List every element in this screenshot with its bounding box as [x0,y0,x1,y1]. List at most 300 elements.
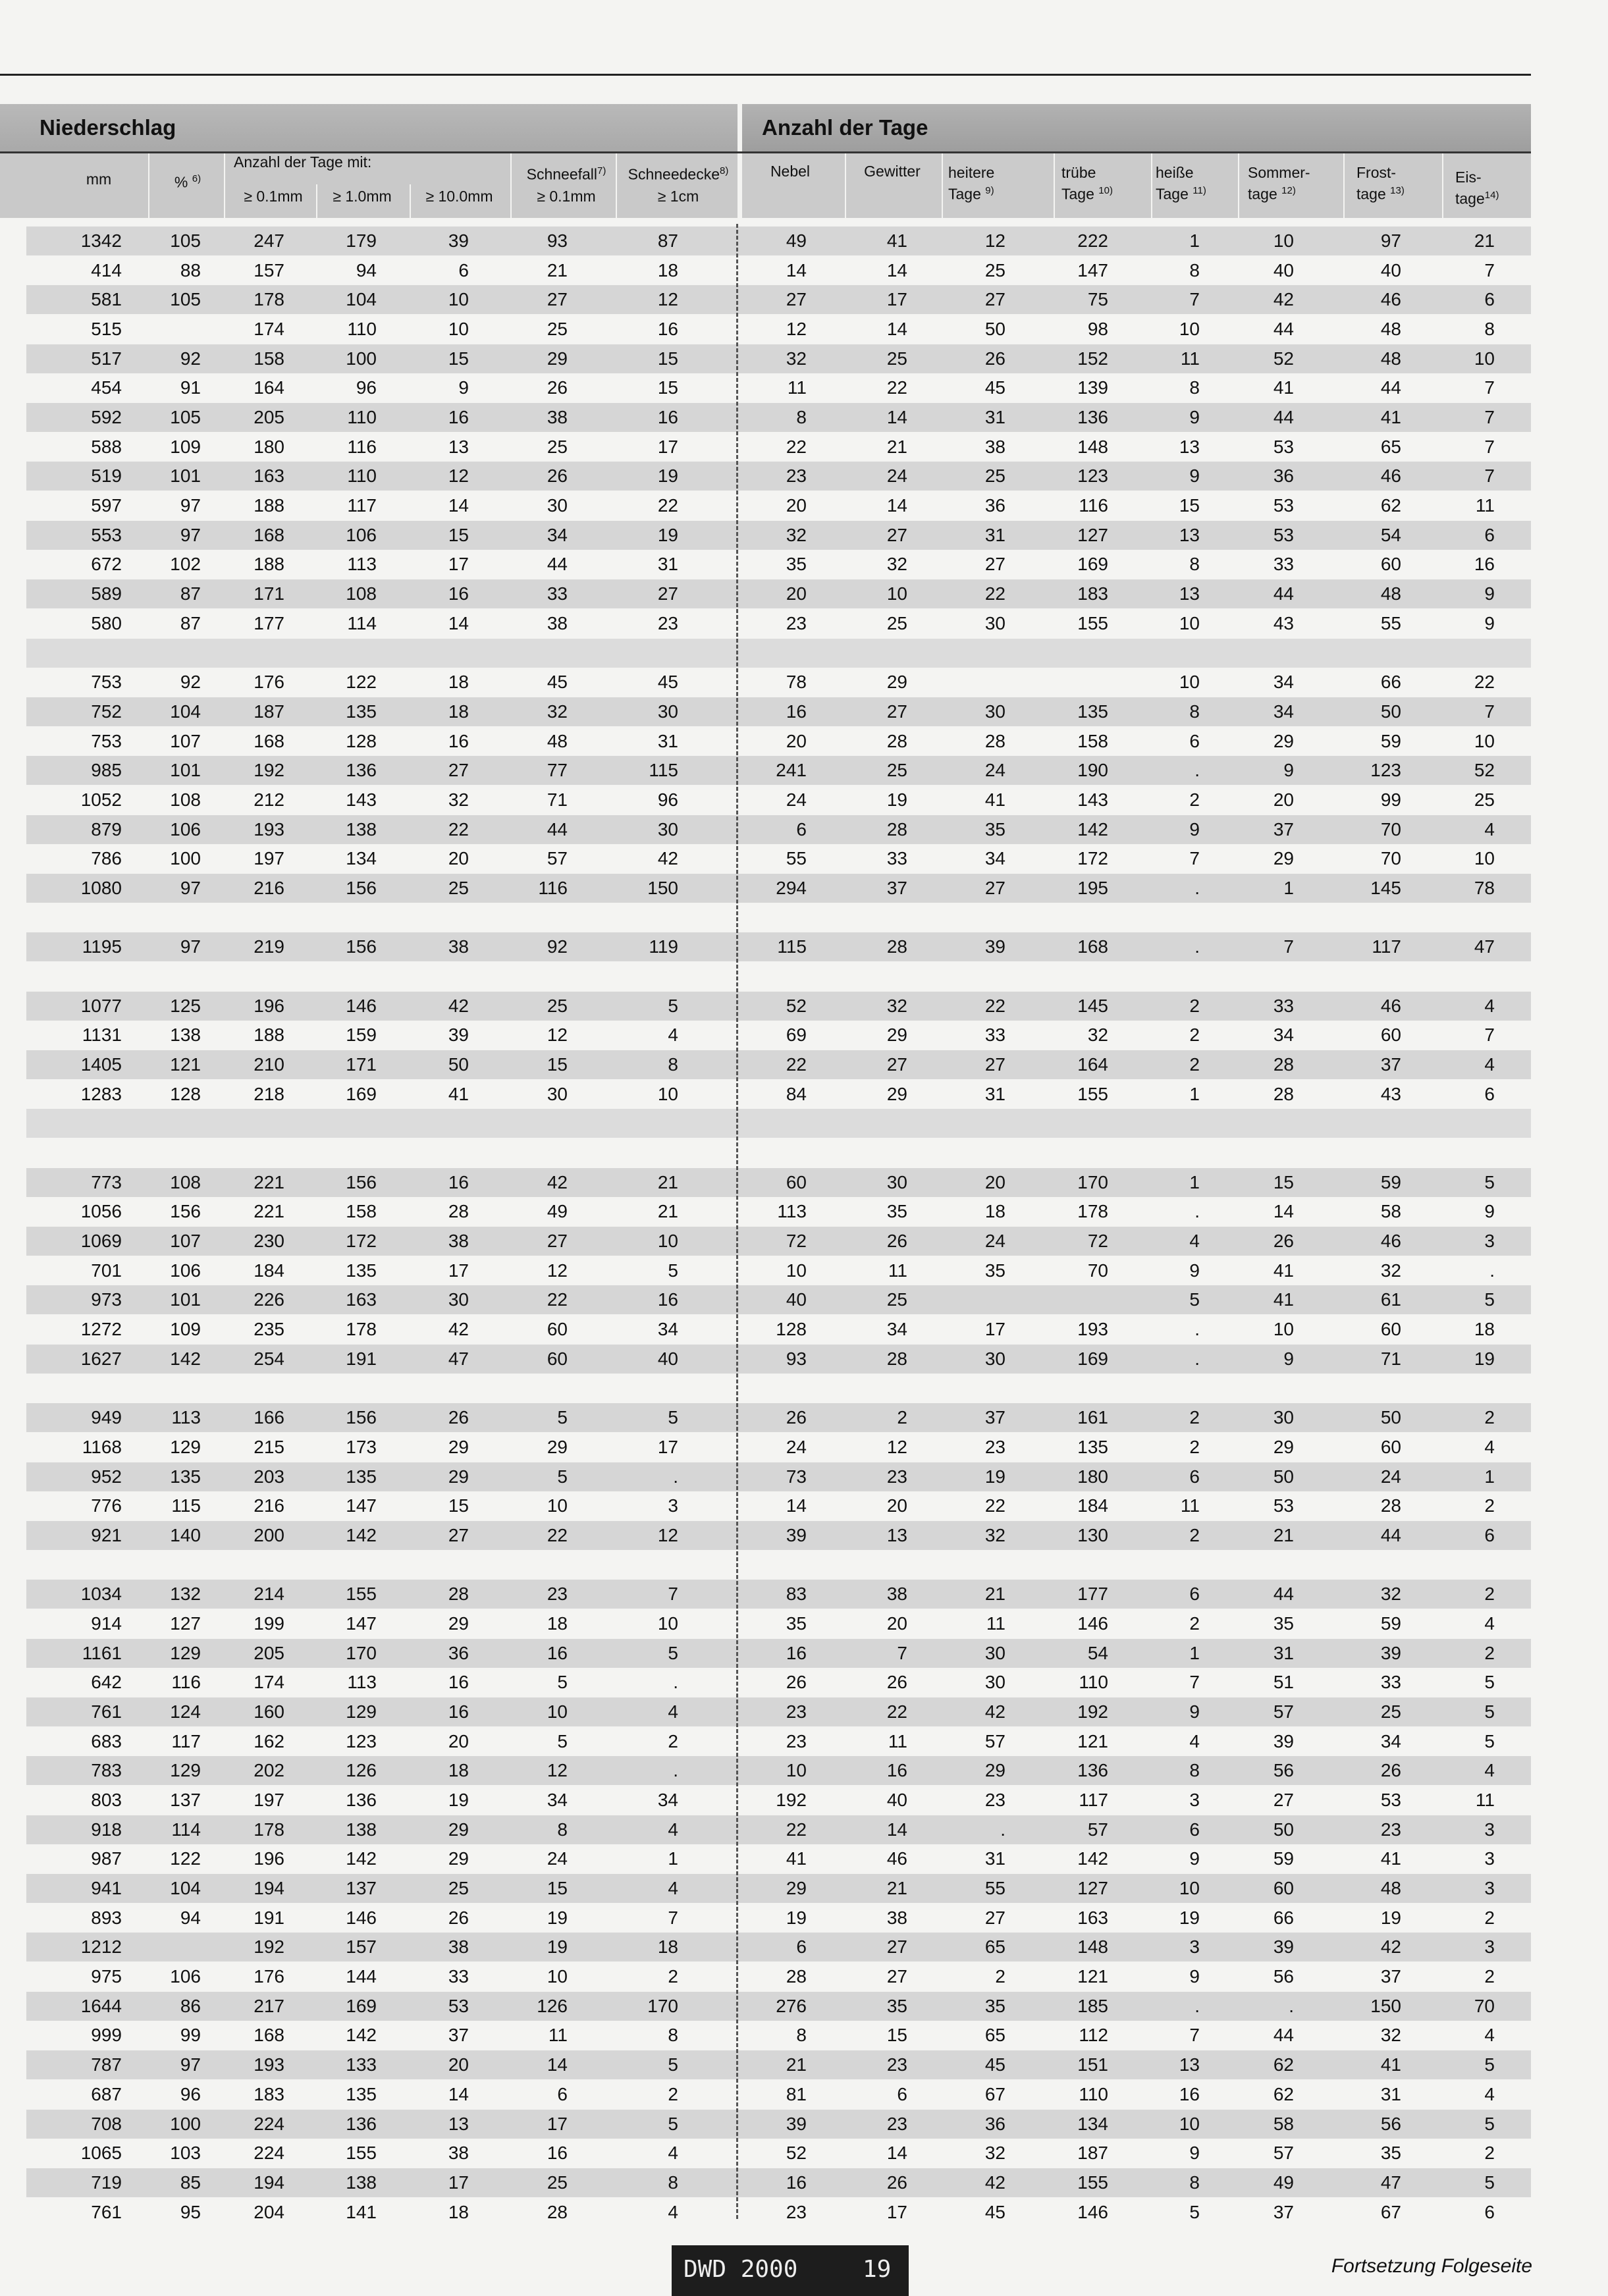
table-cell: 15 [547,1878,568,1899]
table-row [26,256,1531,285]
table-cell: 12 [984,230,1005,251]
table-cell: 32 [448,789,469,810]
table-cell: 44 [1273,319,1294,340]
table-cell: 107 [170,730,201,751]
table-cell: 55 [786,848,807,869]
table-cell: 27 [886,1054,907,1075]
table-cell: 17 [657,1436,678,1457]
table-cell: 18 [657,1936,678,1958]
table-cell: 1627 [80,1348,122,1369]
table-cell: 46 [1380,289,1401,310]
table-cell: 146 [346,995,377,1016]
table-cell: 116 [538,877,568,898]
table-row [26,844,1531,873]
table-cell: 5 [1484,2054,1495,2075]
table-cell: 62 [1380,495,1401,516]
table-cell: 16 [786,1642,807,1663]
table-cell: 104 [170,1878,201,1899]
table-row [26,1844,1531,1873]
table-cell: 67 [984,2083,1005,2104]
table-cell: 155 [1077,1083,1108,1104]
table-cell: 672 [91,554,122,575]
table-cell: 148 [1077,436,1108,457]
table-cell: 117 [171,1730,201,1751]
table-row [26,2050,1531,2079]
table-cell: 6 [1484,1524,1495,1545]
table-cell: 142 [346,2025,377,2046]
table-cell: 20 [984,1171,1005,1192]
table-cell: 1 [1189,1083,1200,1104]
table-cell: 16 [786,701,807,722]
table-cell: 19 [657,466,678,487]
table-cell: 41 [1273,1289,1294,1310]
table-cell: 44 [1273,2025,1294,2046]
col-snowfall-val: ≥ 0.1mm [537,188,596,205]
table-cell: 88 [180,259,201,280]
table-cell: 123 [1077,466,1108,487]
table-cell: 66 [1380,672,1401,693]
table-cell: 11 [1180,348,1200,369]
table-cell: 102 [170,554,201,575]
table-cell: 12 [448,466,469,487]
table-cell: 66 [1273,1907,1294,1928]
table-cell: 67 [1380,2201,1401,2222]
table-cell: 35 [886,1201,907,1222]
col-snowcover [619,162,737,184]
table-cell: 38 [448,936,469,957]
table-cell: 4 [1484,2083,1495,2104]
table-cell: 52 [1273,348,1294,369]
table-cell: 4 [1484,2025,1495,2046]
table-cell: 75 [1087,289,1108,310]
table-cell: 60 [1380,1319,1401,1340]
table-cell: 221 [254,1201,284,1222]
table-cell: 110 [347,319,377,340]
table-cell: 114 [171,1819,201,1840]
table-cell: 42 [984,1701,1005,1722]
table-cell: 952 [91,1466,122,1487]
table-cell: 50 [1380,701,1401,722]
table-cell: 192 [1077,1701,1108,1722]
sep [1442,153,1443,218]
table-cell: 44 [1273,407,1294,428]
table-cell: 138 [346,818,377,840]
table-cell: 12 [547,1760,568,1781]
table-cell: 9 [1283,1348,1294,1369]
table-row [26,932,1531,961]
table-cell: 14 [448,2083,469,2104]
col-days-with: Anzahl der Tage mit: [234,153,372,171]
table-cell: 130 [1077,1524,1108,1545]
col-heitere-2: Tage [948,185,981,203]
table-cell: 16 [448,1171,469,1192]
table-cell: 155 [1077,612,1108,633]
table-cell: 44 [1380,1524,1401,1545]
table-cell: 2 [1189,1436,1200,1457]
table-cell: 15 [657,377,678,398]
table-cell: 783 [91,1760,122,1781]
table-cell: 8 [1189,701,1200,722]
table-cell: 34 [547,524,568,545]
table-cell: 27 [984,877,1005,898]
table-cell: 32 [1380,1584,1401,1605]
table-cell: 101 [170,760,201,781]
table-cell: 38 [886,1584,907,1605]
col-eis-sup: 14) [1484,190,1499,201]
table-cell: 177 [1077,1584,1108,1605]
table-cell: 7 [1484,377,1495,398]
table-cell: 15 [1273,1171,1294,1192]
table-cell: 11 [548,2025,568,2046]
table-row [26,1315,1531,1344]
table-cell: 150 [1370,1995,1401,2016]
table-cell: 9 [1189,818,1200,840]
table-cell: 44 [1380,377,1401,398]
table-cell: 27 [547,289,568,310]
table-cell: 2 [668,1730,678,1751]
table-cell: 47 [1380,2172,1401,2193]
table-row [26,1697,1531,1726]
table-cell: 200 [254,1524,284,1545]
table-row [26,1815,1531,1844]
table-cell: 97 [180,524,201,545]
table-cell: 128 [776,1319,807,1340]
table-cell: 169 [1077,554,1108,575]
table-cell: 212 [254,789,284,810]
table-cell: 753 [91,672,122,693]
table-cell: 29 [448,1613,469,1634]
table-cell: 172 [346,1231,377,1252]
table-cell: 987 [91,1848,122,1869]
table-cell: 708 [91,2113,122,2134]
table-cell: 2 [995,1966,1005,1987]
table-cell: 5 [557,1730,568,1751]
table-cell: 122 [346,672,377,693]
table-row [26,1668,1531,1697]
table-row [26,2080,1531,2109]
table-cell: 27 [657,583,678,604]
table-cell: 1 [1189,230,1200,251]
table-cell: 156 [346,936,377,957]
table-cell: 9 [1189,1848,1200,1869]
table-cell: 62 [1273,2054,1294,2075]
table-cell: 2 [1189,1407,1200,1428]
table-cell: 39 [1380,1642,1401,1663]
table-cell: 126 [346,1760,377,1781]
table-cell: 35 [984,1995,1005,2016]
table-cell: 191 [346,1348,377,1369]
table-cell: 22 [786,436,807,457]
table-cell: 60 [1380,1436,1401,1457]
table-cell: 14 [886,495,907,516]
table-cell: 16 [1474,554,1495,575]
table-cell: 27 [984,289,1005,310]
table-cell: 16 [886,1760,907,1781]
table-cell: 157 [254,259,284,280]
table-cell: 21 [657,1171,678,1192]
table-cell: 14 [1273,1201,1294,1222]
table-cell: 879 [91,818,122,840]
table-cell: 172 [1077,848,1108,869]
table-cell: 7 [1484,407,1495,428]
table-cell: . [673,1672,678,1693]
col-sommer-2: tage [1248,185,1277,203]
table-cell: 687 [91,2083,122,2104]
table-cell: 20 [448,848,469,869]
table-cell: 46 [1380,995,1401,1016]
table-row [26,1992,1531,2021]
table-cell: 29 [1273,848,1294,869]
table-cell: 21 [1273,1524,1294,1545]
table-cell: 999 [91,2025,122,2046]
table-cell: 1131 [82,1025,122,1046]
table-cell: 28 [886,730,907,751]
table-cell: 16 [547,1642,568,1663]
table-cell: 21 [886,436,907,457]
table-cell: 13 [1179,436,1200,457]
table-cell: 38 [448,2143,469,2164]
table-cell: 168 [254,2025,284,2046]
table-cell: 10 [1179,672,1200,693]
sep [845,153,846,218]
table-cell: 21 [1474,230,1495,251]
table-cell: 5 [1189,2201,1200,2222]
table-cell: 160 [254,1701,284,1722]
table-cell: 126 [537,1995,568,2016]
table-cell: 35 [786,1613,807,1634]
table-cell: 94 [180,1907,201,1928]
table-cell: 2 [1189,1613,1200,1634]
table-cell: 210 [254,1054,284,1075]
table-cell: 121 [1077,1730,1108,1751]
table-cell: 50 [1380,1407,1401,1428]
table-cell: 32 [886,995,907,1016]
col-snowfall-label: Schneefall [526,165,598,183]
table-cell: 787 [91,2054,122,2075]
table-cell: 23 [984,1436,1005,1457]
table-cell: 190 [1077,760,1108,781]
table-cell: 27 [984,1907,1005,1928]
table-cell: 6 [1189,730,1200,751]
table-cell: 34 [547,1790,568,1811]
table-cell: 5 [1484,1730,1495,1751]
col-truebe-1: trübe [1061,164,1096,181]
table-cell: 36 [984,2113,1005,2134]
table-cell: 136 [346,2113,377,2134]
table-cell: 29 [1273,730,1294,751]
table-cell: 31 [657,554,678,575]
table-cell: 4 [1484,1760,1495,1781]
table-cell: 30 [657,818,678,840]
col-truebe-sup: 10) [1098,185,1113,196]
table-cell: 147 [1077,259,1108,280]
table-cell: 143 [346,789,377,810]
table-cell: 20 [448,1730,469,1751]
sep [942,153,943,218]
table-cell: 30 [448,1289,469,1310]
table-cell: 8 [796,407,807,428]
table-cell: 180 [1077,1466,1108,1487]
table-cell: 23 [786,1701,807,1722]
table-cell: 30 [984,1672,1005,1693]
table-cell: 2 [1484,1966,1495,1987]
table-cell: 100 [170,848,201,869]
table-cell: 93 [786,1348,807,1369]
table-row [26,1403,1531,1432]
table-cell: 142 [1077,818,1108,840]
table-cell: 27 [886,524,907,545]
table-cell: 18 [448,701,469,722]
anzahl-tage-title: Anzahl der Tage [762,115,928,140]
table-cell: 8 [1189,1760,1200,1781]
table-cell: 100 [346,348,377,369]
table-row [26,874,1531,903]
table-cell: 719 [91,2172,122,2193]
table-cell: 33 [1273,995,1294,1016]
table-cell: 28 [448,1201,469,1222]
table-cell: 142 [346,1524,377,1545]
table-cell: 41 [1380,2054,1401,2075]
table-cell: 6 [1189,1819,1200,1840]
table-cell: 985 [91,760,122,781]
table-cell: 773 [91,1171,122,1192]
table-cell: 1052 [80,789,122,810]
table-cell: 23 [886,1466,907,1487]
table-cell: 48 [1380,1878,1401,1899]
table-cell: 70 [1087,1260,1108,1281]
table-cell: . [1194,760,1200,781]
table-cell: 2 [668,2083,678,2104]
footer-badge [672,2245,909,2296]
table-cell: 70 [1474,1995,1495,2016]
table-cell: 33 [984,1025,1005,1046]
table-cell: . [1289,1995,1294,2016]
table-cell: 34 [1273,1025,1294,1046]
table-cell: 71 [547,789,568,810]
col-sommer-1: Sommer- [1248,164,1310,181]
table-cell: 38 [448,1231,469,1252]
table-cell: 39 [448,230,469,251]
table-cell: 28 [984,730,1005,751]
table-cell: 1080 [80,877,122,898]
table-cell: 129 [170,1436,201,1457]
table-cell: 106 [346,524,377,545]
table-cell: 46 [1380,466,1401,487]
table-row [26,550,1531,579]
table-cell: 918 [91,1819,122,1840]
table-cell: 9 [1484,583,1495,604]
table-cell: 10 [786,1760,807,1781]
table-cell: 128 [170,1083,201,1104]
table-cell: 100 [170,2113,201,2134]
table-cell: 40 [886,1790,907,1811]
table-cell: 117 [1079,1790,1108,1811]
table-cell: 1 [1189,1642,1200,1663]
table-cell: 125 [170,995,201,1016]
table-cell: 96 [657,789,678,810]
table-cell: 27 [886,701,907,722]
table-cell: 27 [984,1054,1005,1075]
table-cell: 16 [547,2143,568,2164]
table-cell: 156 [346,1407,377,1428]
table-cell: 27 [547,1231,568,1252]
table-cell: 32 [547,701,568,722]
table-cell: 25 [984,259,1005,280]
table-cell: 174 [254,1672,284,1693]
table-cell: 5 [668,1260,678,1281]
table-cell: 14 [786,1495,807,1516]
table-row [26,579,1531,608]
table-cell: 178 [1077,1201,1108,1222]
table-cell: 5 [668,1642,678,1663]
col-heitere [948,163,1031,203]
table-cell: 6 [1484,524,1495,545]
table-cell: 78 [786,672,807,693]
table-cell: 19 [984,1466,1005,1487]
table-cell: 40 [1273,259,1294,280]
table-cell: 29 [984,1760,1005,1781]
table-cell: 10 [1179,612,1200,633]
table-cell: 10 [657,1613,678,1634]
table-cell: 188 [254,554,284,575]
table-cell: 34 [886,1319,907,1340]
table-cell: 108 [170,789,201,810]
table-row [26,2139,1531,2168]
table-cell: 28 [886,1348,907,1369]
table-cell: 116 [171,1672,201,1693]
table-cell: 38 [886,1907,907,1928]
table-cell: 25 [547,995,568,1016]
table-cell: 221 [254,1171,284,1192]
table-cell: 168 [254,730,284,751]
table-cell: 113 [171,1407,201,1428]
table-cell: 16 [448,583,469,604]
table-cell: 50 [984,319,1005,340]
table-cell: 30 [1273,1407,1294,1428]
table-cell: 10 [547,1495,568,1516]
table-cell: 170 [647,1995,678,2016]
table-cell: 44 [1273,1584,1294,1605]
table-row [26,1639,1531,1668]
table-cell: 32 [786,524,807,545]
table-cell: 4 [1484,1054,1495,1075]
table-cell: 121 [1077,1966,1108,1987]
table-cell: 893 [91,1907,122,1928]
table-cell: 28 [547,2201,568,2222]
col-ge10: ≥ 1.0mm [333,188,392,205]
table-row [26,344,1531,373]
table-cell: 32 [786,348,807,369]
table-cell: 14 [886,2143,907,2164]
table-cell: 10 [547,1701,568,1722]
table-cell: 191 [254,1907,284,1928]
table-cell: 14 [448,495,469,516]
table-cell: 29 [547,348,568,369]
table-cell: 8 [1189,2172,1200,2193]
table-cell: 5 [668,1407,678,1428]
table-row [26,1874,1531,1903]
table-cell: 108 [170,1171,201,1192]
table-cell: 761 [91,1701,122,1722]
table-row [26,403,1531,432]
table-cell: 52 [786,995,807,1016]
table-spacer-row [26,903,1531,932]
table-cell: 12 [786,319,807,340]
table-cell: 5 [1189,1289,1200,1310]
table-cell: 3 [1484,1819,1495,1840]
table-cell: 10 [657,1083,678,1104]
table-row [26,1580,1531,1609]
